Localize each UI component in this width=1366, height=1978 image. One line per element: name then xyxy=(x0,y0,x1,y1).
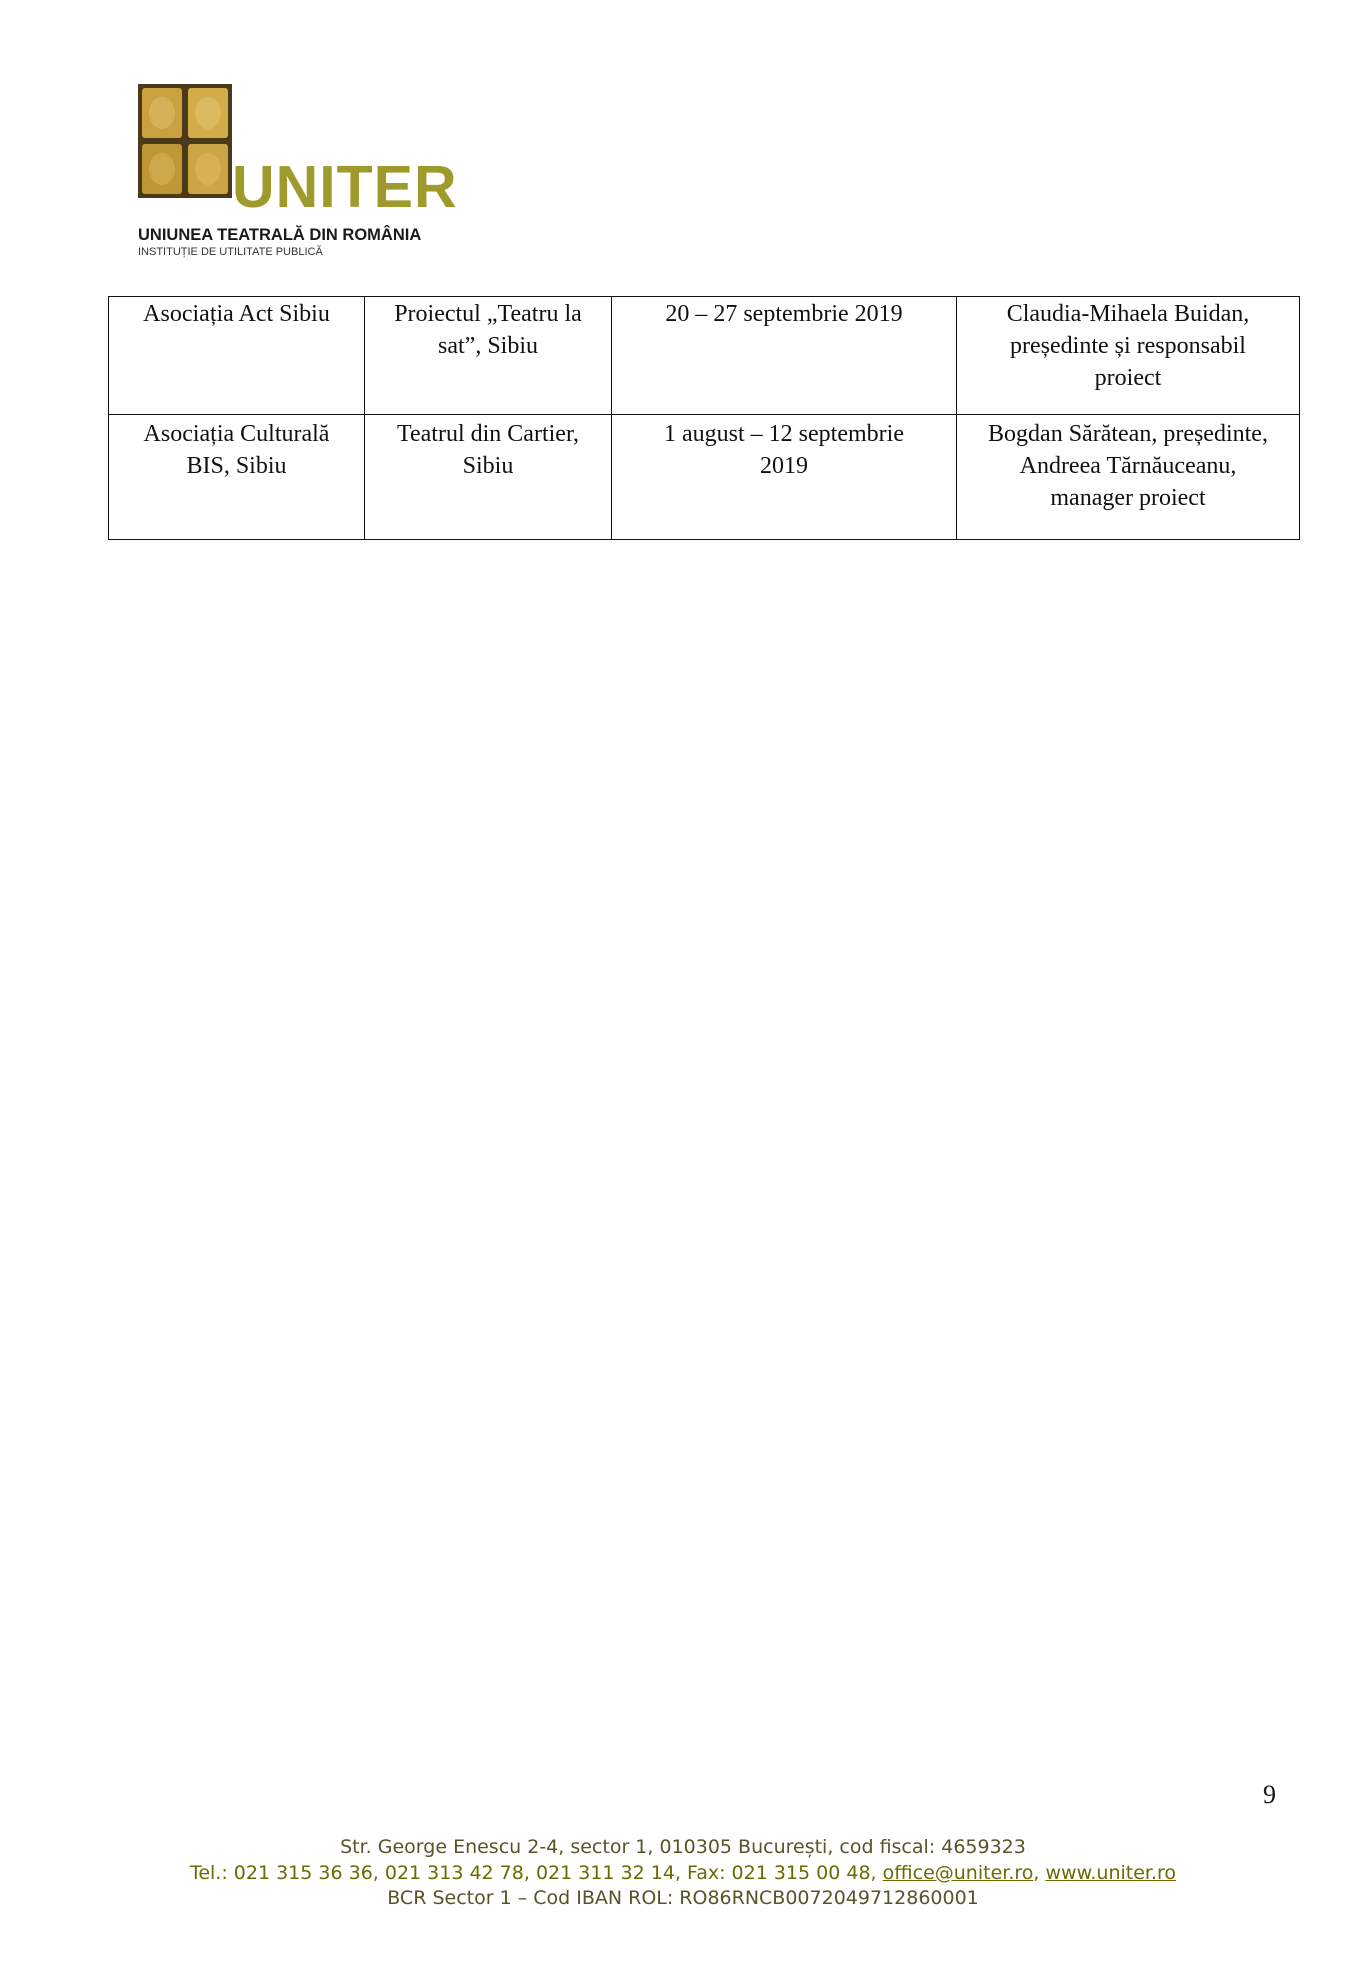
cell-line: Proiectul „Teatru la xyxy=(394,301,582,327)
table-row xyxy=(109,415,1300,540)
footer-contact-line xyxy=(0,1861,1366,1887)
footer-separator: , xyxy=(1033,1861,1046,1884)
cell-line: proiect xyxy=(1094,365,1162,391)
table-row xyxy=(109,297,1300,415)
project-cell xyxy=(365,297,612,415)
organization-cell xyxy=(109,415,365,540)
cell-line: 20 – 27 septembrie 2019 xyxy=(665,301,903,327)
page-number: 9 xyxy=(1263,1780,1276,1809)
website-link[interactable]: www.uniter.ro xyxy=(1045,1861,1177,1884)
cell-line: 2019 xyxy=(760,453,808,479)
cell-line: 1 august – 12 septembrie xyxy=(664,421,904,447)
cell-line: Bogdan Sărătean, președinte, xyxy=(988,421,1268,447)
footer-address: Str. George Enescu 2-4, sector 1, 010305 București, cod fiscal: 4659323 xyxy=(340,1836,1026,1858)
footer-phones: Tel.: 021 315 36 36, 021 313 42 78, 021 311 32 14, Fax: 021 315 00 48, xyxy=(189,1861,883,1884)
projects-table xyxy=(108,296,1300,540)
page-footer xyxy=(0,1835,1366,1912)
cell-line: Teatrul din Cartier, xyxy=(397,421,579,447)
period-cell xyxy=(612,297,957,415)
cell-line: Andreea Tărnăuceanu, xyxy=(1019,453,1237,479)
email-link[interactable]: office@uniter.ro xyxy=(882,1861,1034,1884)
logo-wordmark: UNITER xyxy=(232,154,458,220)
cell-line: BIS, Sibiu xyxy=(186,453,287,479)
logo-tagline: INSTITUȚIE DE UTILITATE PUBLICĂ xyxy=(138,246,323,258)
cell-line: Asociația Culturală xyxy=(143,421,330,447)
cell-line: Sibiu xyxy=(462,453,514,479)
cell-line: Claudia-Mihaela Buidan, xyxy=(1006,301,1250,327)
cell-line: Asociația Act Sibiu xyxy=(143,301,330,327)
uniter-logo xyxy=(134,80,467,270)
organization-cell xyxy=(109,297,365,415)
project-cell xyxy=(365,415,612,540)
footer-bank: BCR Sector 1 – Cod IBAN ROL: RO86RNCB0072049712860001 xyxy=(387,1887,979,1909)
cell-line: sat”, Sibiu xyxy=(438,333,538,359)
contact-cell xyxy=(957,415,1300,540)
contact-cell xyxy=(957,297,1300,415)
cell-line: președinte și responsabil xyxy=(1010,333,1246,359)
period-cell xyxy=(612,415,957,540)
logo-mark-icon xyxy=(138,84,232,198)
logo-subtitle: UNIUNEA TEATRALĂ DIN ROMÂNIA xyxy=(138,226,422,244)
cell-line: manager proiect xyxy=(1050,485,1206,511)
